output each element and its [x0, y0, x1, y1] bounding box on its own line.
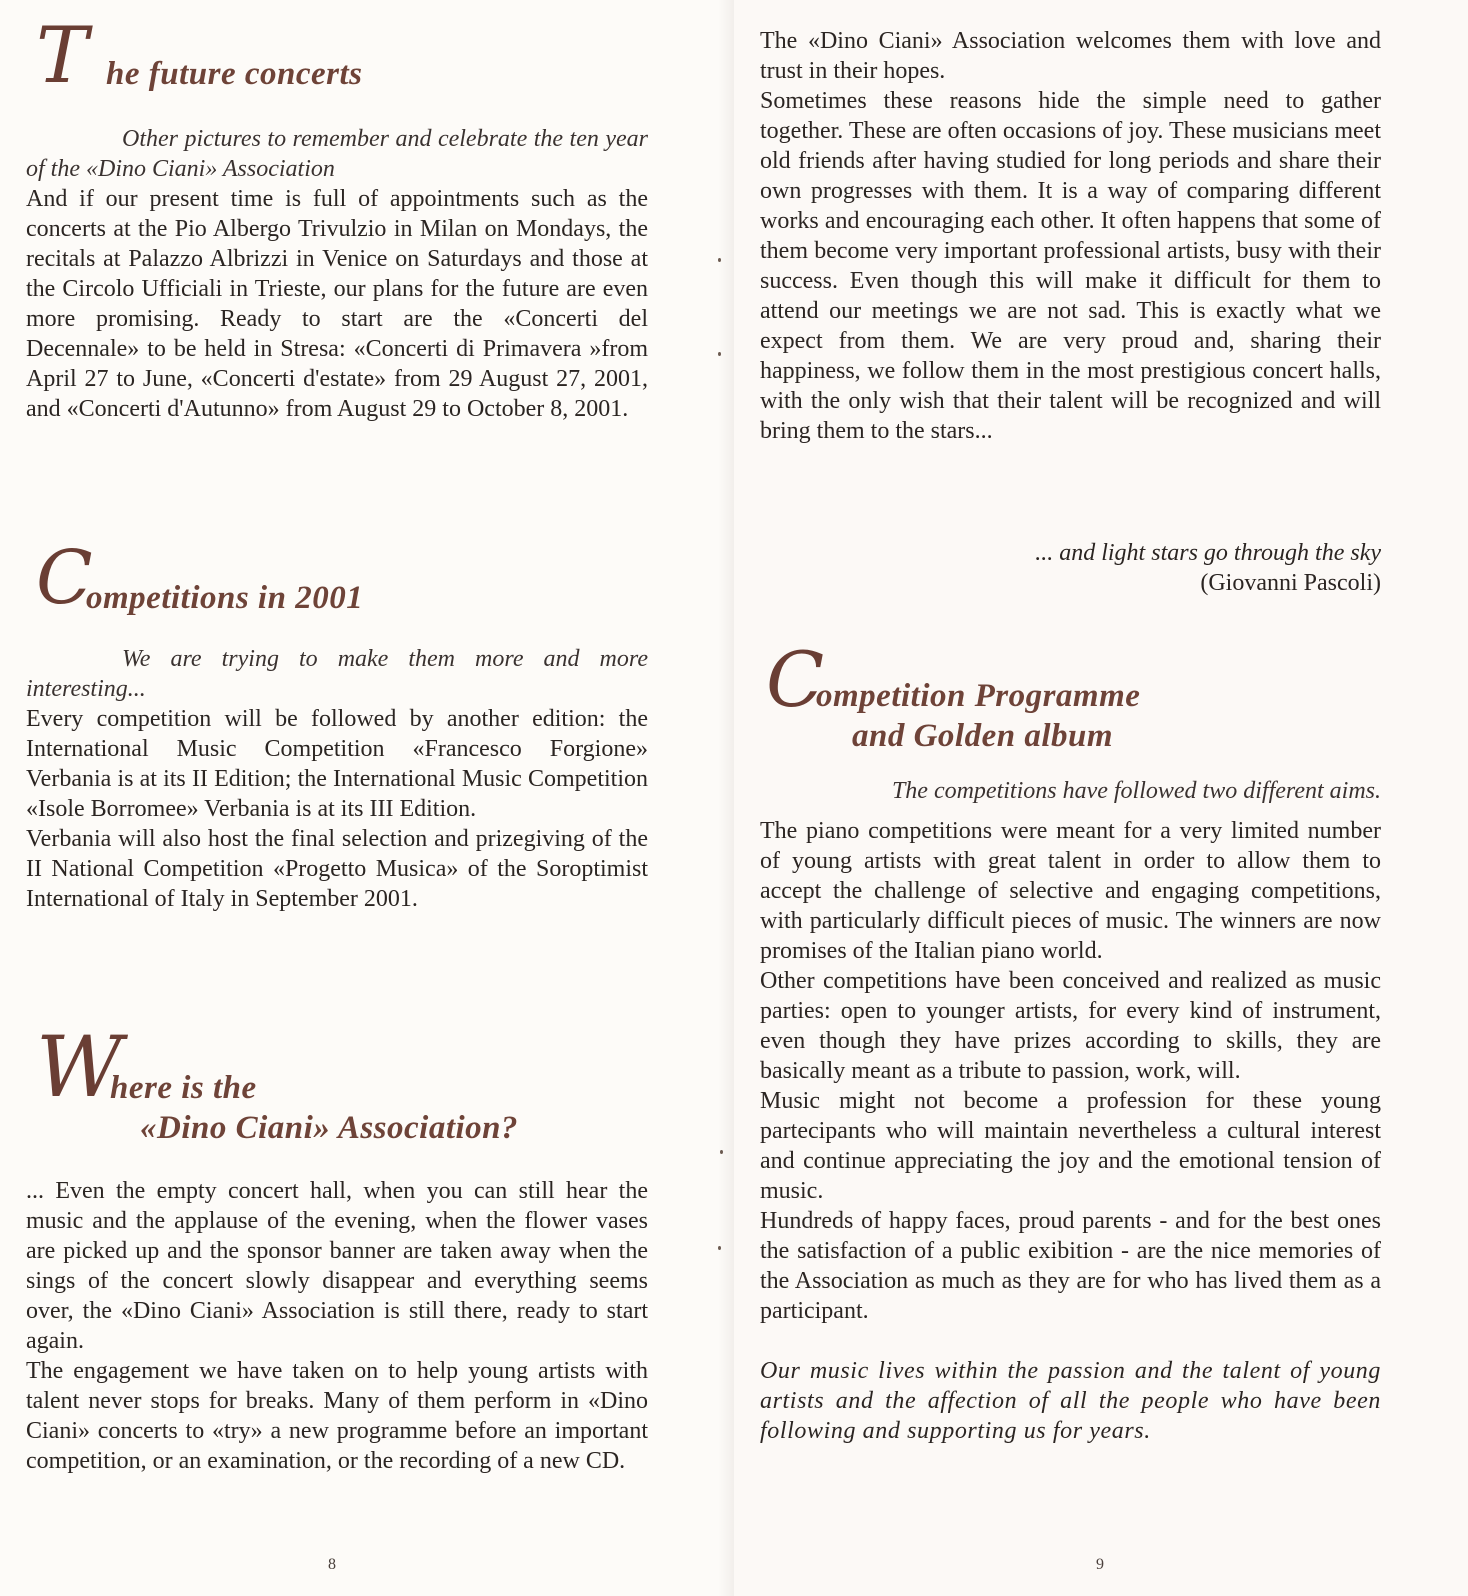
drop-cap-c: C	[36, 535, 94, 621]
where-heading	[26, 1018, 648, 1150]
quote-author: (Giovanni Pascoli)	[1200, 570, 1381, 596]
where-title-line-2: «Dino Ciani» Association?	[140, 1110, 519, 1146]
programme-paragraph-4: Hundreds of happy faces, proud parents - and for the best ones the satisfaction of a public exibition - are the nice memories of the Association as much as they are for who has lived them as a participant.	[760, 1208, 1381, 1324]
paper-speck	[718, 258, 721, 262]
quote-block	[760, 538, 1381, 598]
paper-speck	[720, 1150, 723, 1154]
where-section	[26, 1018, 648, 1476]
continued-paragraph-2: Sometimes these reasons hide the simple need to gather together. These are often occasions of joy. These musicians meet old friends after having studied for long periods and share their own progresses with them. It is a way of comparing different works and encouraging each other. It often happens that some of them become very important professional artists, busy with their success. Even though this will make it difficult for them to attend our meetings we are not sad. This is exactly what we expect from them. We are very proud and, sharing their happiness, we follow them in the most prestigious concert halls, with the only wish that their talent will be recognized and will bring them to the stars...	[760, 88, 1381, 444]
programme-heading	[760, 635, 1381, 760]
future-concerts-lead: Other pictures to remember and celebrate the ten year of the «Dino Ciani» Association	[26, 126, 648, 182]
programme-title-line-1: ompetition Programme	[816, 678, 1141, 714]
where-paragraph-1: ... Even the empty concert hall, when you can still hear the music and the applause of the evening, when the flower vases are picked up and the sponsor banner are taken away when the sings of the concert slowly disappear and everything seems over, the «Dino Ciani» Association is still there, ready to start again.	[26, 1178, 648, 1354]
paper-speck	[718, 352, 721, 356]
programme-paragraph-1: The piano competitions were meant for a very limited number of young artists with great talent in order to allow them to accept the challenge of selective and engaging competitions, with particularly difficult pieces of music. The winners are now promises of the Italian piano world.	[760, 818, 1381, 964]
future-concerts-title: he future concerts	[106, 56, 363, 92]
drop-cap-c-programme: C	[766, 635, 825, 724]
continued-section	[760, 26, 1381, 446]
where-title-line-1: here is the	[110, 1070, 257, 1106]
future-concerts-body: And if our present time is full of appointments such as the concerts at the Pio Albergo Trivulzio in Milan on Mondays, the recitals at Palazzo Albrizzi in Venice on Saturdays and those at the Circolo Ufficiali in Trieste, our plans for the future are even more promising. Ready to start are the «Concerti del Decennale» to be held in Stresa: «Concerti di Primavera »from April 27 to June, «Concerti d'estate» from 29 August 27, 2001, and «Concerti d'Autunno» from August 29 to October 8, 2001.	[26, 186, 648, 422]
programme-title-line-2: and Golden album	[852, 718, 1114, 754]
where-paragraph-2: The engagement we have taken on to help young artists with talent never stops for breaks. Many of them perform in «Dino Ciani» concerts to «try» a new programme before an important competition, or an examination, or the recording of a new CD.	[26, 1358, 648, 1474]
programme-section	[760, 635, 1381, 1446]
drop-cap-w: W	[36, 1018, 123, 1116]
competitions-lead: We are trying to make them more and more interesting...	[26, 646, 648, 702]
competitions-heading	[26, 535, 648, 624]
programme-closing: Our music lives within the passion and the talent of young artists and the affection of all the people who have been following and supporting us for years.	[760, 1358, 1381, 1444]
quote-text: ... and light stars go through the sky	[1035, 540, 1381, 566]
right-page	[734, 0, 1468, 1596]
drop-cap-t: T	[36, 11, 89, 101]
page-number-right: 9	[1096, 1556, 1104, 1573]
continued-paragraph-1: The «Dino Ciani» Association welcomes them with love and trust in their hopes.	[760, 28, 1381, 84]
competitions-title: ompetitions in 2001	[86, 580, 364, 616]
competitions-section	[26, 535, 648, 914]
competitions-paragraph-2: Verbania will also host the final selection and prizegiving of the II National Competition «Progetto Musica» of the Soroptimist International of Italy in September 2001.	[26, 826, 648, 912]
future-concerts-heading	[26, 11, 648, 106]
programme-paragraph-2: Other competitions have been conceived and realized as music parties: open to younger artists, for every kind of instrument, even though they have prizes according to skills, they are basically meant as a tribute to passion, work, will.	[760, 968, 1381, 1084]
paper-speck	[718, 1246, 721, 1250]
future-concerts-section	[26, 11, 648, 424]
competitions-paragraph-1: Every competition will be followed by another edition: the International Music Competition «Francesco Forgione» Verbania is at its II Edition; the International Music Competition «Isole Borromee» Verbania is at its III Edition.	[26, 706, 648, 822]
programme-lead: The competitions have followed two different aims.	[891, 778, 1381, 804]
page-number-left: 8	[328, 1556, 336, 1573]
programme-paragraph-3: Music might not become a profession for these young partecipants who will maintain nevertheless a cultural interest and continue appreciating the joy and the emotional tension of music.	[760, 1088, 1381, 1204]
